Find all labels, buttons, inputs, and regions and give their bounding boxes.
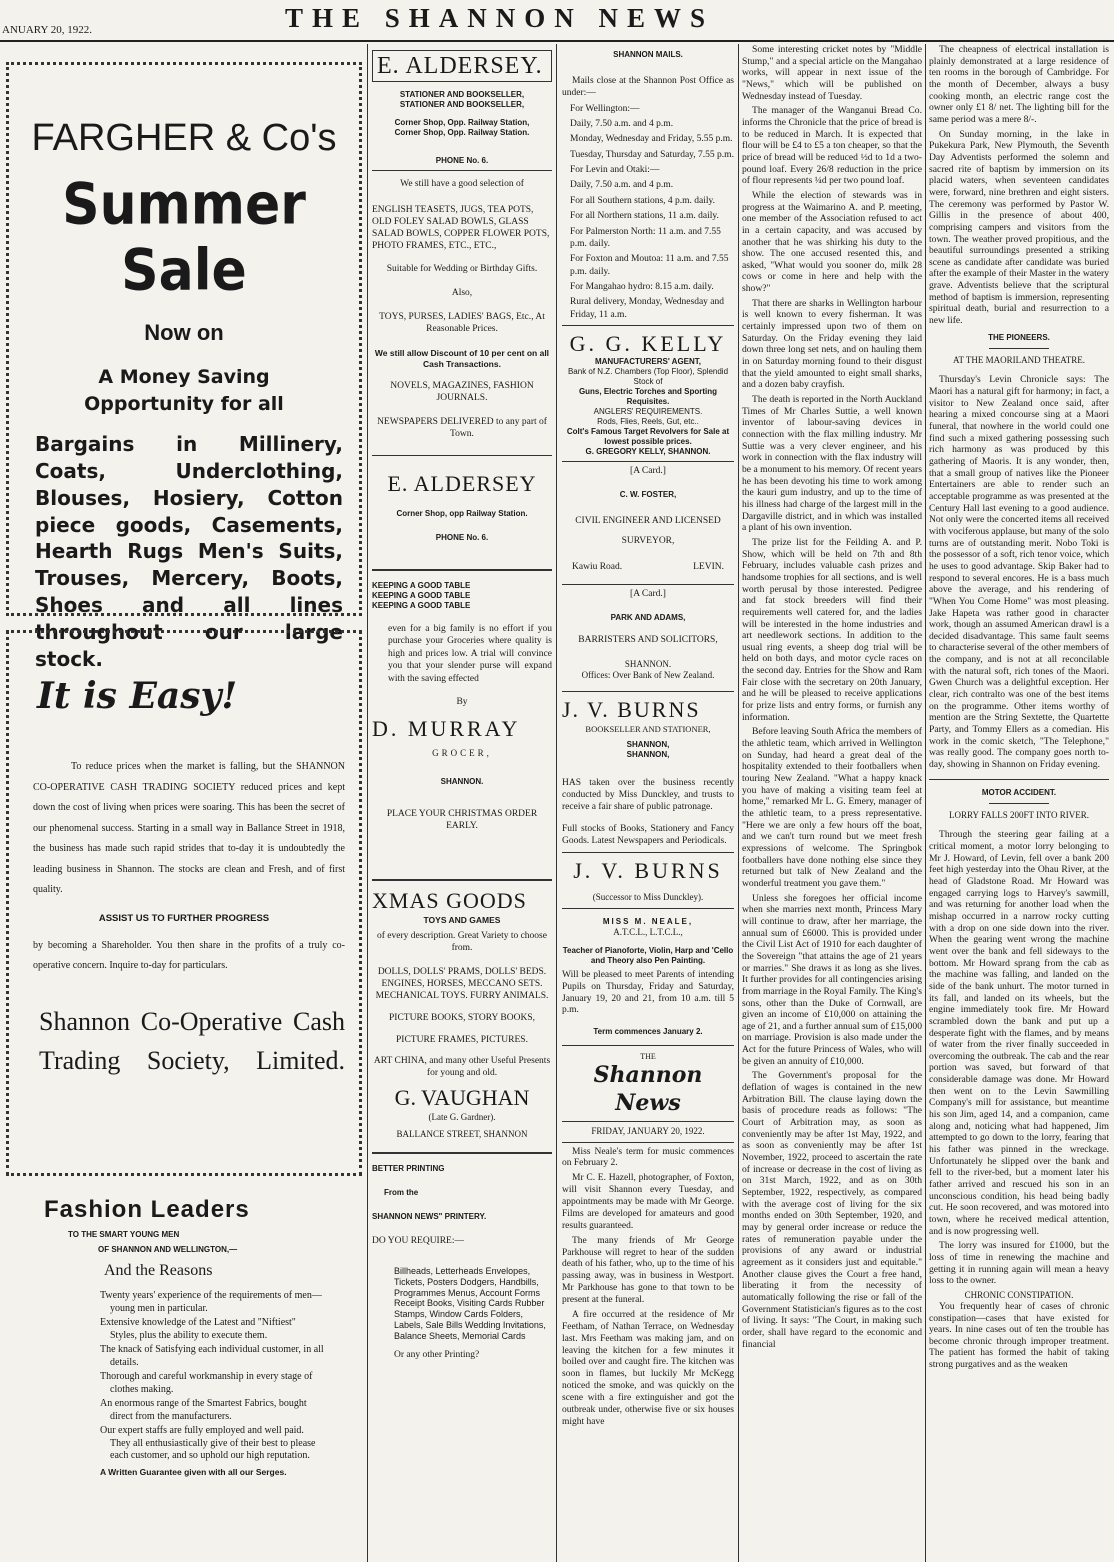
aldersey-name: E. ALDERSEY. (372, 50, 552, 82)
aldersey-phone: PHONE No. 6. (435, 533, 489, 543)
kelly-guns: Guns, Electric Torches and Sporting Requisites. (578, 387, 718, 407)
fargher-bargains: Bargains in Millinery, Coats, Underclothing, Blouses, Hosiery, Cotton piece goods, Casements, Hearth Rugs Men's Suits, Trouses, Mercery, Boots, Shoes and all lines throughout our large stock. (35, 432, 343, 671)
foster-addr: Kawiu Road. (572, 562, 623, 573)
column-rule (556, 44, 557, 1562)
printing-other: Or any other Printing? (394, 1349, 480, 1360)
murray-town: SHANNON. (440, 777, 484, 787)
vaughan-toys: TOYS AND GAMES (423, 914, 501, 925)
vaughan-engines: ENGINES, HORSES, MECCANO SETS. MECHANICAL TOYS. FURRY ANIMALS. (375, 978, 549, 1001)
vaughan-street: BALLANCE STREET, SHANNON (396, 1128, 528, 1139)
aldersey-phone: PHONE No. 6. (435, 156, 489, 165)
foster-name: C. W. FOSTER, (619, 490, 677, 500)
burns-successor: (Successor to Miss Dunckley). (592, 892, 704, 903)
park-office: Offices: Over Bank of New Zealand. (581, 670, 715, 681)
printing-better: BETTER PRINTING (372, 1164, 445, 1174)
burns-body: HAS taken over the business recently conducted by Miss Dunckley, and trusts to receive a fair share of public patronage. (562, 778, 734, 813)
easy-shareholder: by becoming a Shareholder. You then share in the profits of a truly co-operative concern. Inquire to-day for particulars. (33, 939, 345, 971)
vaughan-name: G. VAUGHAN (394, 1085, 530, 1111)
kelly-agent: MANUFACTURERS' AGENT, (594, 357, 702, 367)
pioneers-heading: THE PIONEERS. (988, 332, 1050, 342)
aldersey-corner: Corner Shop, Opp. Railway Station, (394, 118, 530, 127)
theatre-heading: AT THE MAORILAND THEATRE. (953, 355, 1085, 366)
news-para: You frequently hear of cases of chronic constipation—cases that have existed for years. In nine cases out of ten the trouble has become chronic through improper treatment. The patient has formed the habit of taking strong purgatives and as the weaken (929, 1300, 1109, 1371)
chronic-heading: CHRONIC CONSTIPATION. (964, 1289, 1074, 1300)
easy-heading: It is Easy! (37, 675, 238, 717)
kelly-bank: Bank of N.Z. Chambers (Top Floor), Splendid Stock of (567, 367, 729, 387)
news-para: The manager of the Wanganui Bread Co. informs the Chronicle that the price of bread is to be reduced in March. It is expected that flour will be £4 to £5 a ton cheaper, so that the price of bread will be reduced ½d to 1d a two-pound loaf. Every 26/8 reduction in the price of flour represents ¼d per two pound loaf. (742, 105, 922, 187)
printing-list: Billheads, Letterheads Envelopes, Tickets, Posters Dodgers, Handbills, Programmes Menus, Account Forms Receipt Books, Visiting Cards Rubber Stamps, Window Cards Folders, Labels, Sale Bills Wedding Invitations, Balance Sheets, Memorial Cards (394, 1266, 546, 1341)
foster-card: [A Card.] (630, 466, 666, 477)
lorry-heading: LORRY FALLS 200FT INTO RIVER. (949, 810, 1089, 821)
column-rule (367, 44, 368, 1562)
paper-title: Shannon News (593, 1062, 703, 1116)
masthead-date: ANUARY 20, 1922. (2, 24, 93, 36)
aldersey-toys: TOYS, PURSES, LADIES' BAGS, Etc., At Reasonable Prices. (379, 312, 545, 334)
aldersey-goods: ENGLISH TEASETS, JUGS, TEA POTS, OLD FOLEY SALAD BOWLS, GLASS SALAD BOWLS, COPPER FLOWER POTS, PHOTO FRAMES, ETC., ETC., (372, 204, 550, 251)
fargher-name: FARGHER & Co's (31, 117, 337, 159)
foster-town: LEVIN. (693, 562, 724, 573)
kelly-sig: G. GREGORY KELLY, SHANNON. (585, 447, 711, 457)
kelly-colt: Colt's Famous Target Revolvers for Sale at lowest possible prices. (566, 427, 730, 447)
fashion-list-item: Thorough and careful workmanship in every stage of clothes making. (100, 1371, 313, 1395)
column-2 (372, 50, 552, 1562)
aldersey-novels: NOVELS, MAGAZINES, FASHION JOURNALS. (390, 381, 534, 403)
paper-the: THE (640, 1052, 656, 1062)
vaughan-frames: PICTURE FRAMES, PICTURES. (396, 1034, 528, 1045)
kelly-anglers: ANGLERS' REQUIREMENTS. (593, 407, 703, 417)
fashion-heading: Fashion Leaders (44, 1196, 250, 1223)
fashion-list-item: An enormous range of the Smartest Fabrics, bought direct from the manufacturers. (100, 1398, 307, 1422)
mails-line: Daily, 7.50 a.m. and 4 p.m. (570, 180, 674, 191)
easy-assist: ASSIST US TO FURTHER PROGRESS (98, 912, 270, 924)
fashion-list-item: Our expert staffs are fully employed and well paid. They all enthusiastically give of their best to please each customer, and so uphold our high reputation. (100, 1425, 316, 1461)
news-para: Before leaving South Africa the members of the athletic team, which arrived in Wellington on Sunday, had heard a great deal of the hospitality extended to their footballers when touring New Zealand. "What a happy knack you have of making a visiting team feel at home," remarked Mr L. G. Emery, manager of the athletic team, to a press representative. "Here we are only a few hours off the boat, and we can't turn round but we meet fresh expressions of welcome. The Springbok footballers have done nothing else since they returned but talk of New Zealand and the wonderful treatment you gave them." (742, 726, 922, 889)
vaughan-art: ART CHINA, and many other Useful Presents for young and old. (373, 1056, 551, 1079)
murray-keeping: KEEPING A GOOD TABLE (372, 581, 471, 591)
mails-line: For all Southern stations, 4 p.m. daily. (570, 195, 716, 206)
mails-heading: SHANNON MAILS. (613, 50, 683, 59)
news-para: On Sunday morning, in the lake in Pukekura Park, New Plymouth, the Seventh Day Adventists performed the solemn and sacred rite of baptism by immersion on its placid waters, when seventeen candidates were, forward, nine brethren and eight sisters. The ceremony was performed by Pastor W. Gillis in the presence of about 400, comprising campers and visitors from the town. The weather proved propitious, and the beautiful surroundings presented a striking scene as candidate after candidate was buried after the example of their Master in the watery grave. Adventists believe that the scriptural method of baptism is immersion, representing spiritual death, burial and resurrection to a new life. (929, 128, 1109, 327)
paper-para: Miss Neale's term for music commences on February 2. (562, 1146, 734, 1169)
vaughan-late: (Late G. Gardner). (428, 1111, 496, 1122)
news-para: The Government's proposal for the deflation of wages is contained in the new Arbitration Bill. The clause laying down the basis of procedure reads as follows: "The Court of Arbitration may, as soon as conveniently may be after 1st May, 1922, and as soon as conveniently may be after 1st November, 1922, proceed to ascertain the rate of increase or decrease in the cost of living as on 31st March, 1922, and as on 30th September, 1922, respectively, as compared with the average cost of living for the six months ended on 30th September, 1920, and may by general order increase or reduce the rates of remuneration payable under the provisions of any award or industrial agreement as it considers just and equitable." Another clause gives the Court a free hand, liberating it from the necessity of automatically following the rise or fall of the Government Statistician's figures as to the cost of living. It says: "The Court, in making such order, shall have regard to the economic and financial (742, 1070, 922, 1350)
burns-name-2: J. V. BURNS (573, 857, 723, 883)
aldersey-corner: Corner Shop, Opp. Railway Station. (394, 128, 530, 137)
co-op-ad (6, 630, 362, 1176)
aldersey-line: STATIONER AND BOOKSELLER, (399, 100, 525, 109)
kelly-name: G. G. KELLY (569, 330, 727, 356)
vaughan-books: PICTURE BOOKS, STORY BOOKS, (389, 1012, 535, 1023)
printing-office: SHANNON NEWS" PRINTERY. (372, 1212, 487, 1222)
mails-line: For Palmerston North: 11 a.m. and 7.55 p.m. daily. (570, 226, 721, 249)
news-para: The cheapness of electrical installation is plainly demonstrated at a large residence of ten rooms in the borough of Cambridge. For the month of December, always a busy cooking month, an electric range cost the owner only £1 8/ net. The lighting bill for the same period was a mere 8/-. (929, 44, 1109, 125)
murray-by: By (456, 696, 468, 707)
aldersey-discount: We still allow Discount of 10 per cent on all Cash Transactions. (374, 347, 550, 369)
fashion-ad (44, 1196, 344, 1562)
aldersey-name-2: E. ALDERSEY (387, 470, 537, 496)
vaughan-heading: XMAS GOODS (372, 888, 527, 914)
mails-line: Tuesday, Thursday and Saturday, 7.55 p.m. (570, 149, 734, 160)
news-para: The death is reported in the North Auckland Times of Mr Charles Suttie, a well known inventor of labour-saving devices in connection with the flax milling industry. Mr Suttie was a very clever engineer, and his work in connection with the flax industry will be a monument to his memory. Of recent years he has been devoting his time to work among the kauri gum industry, and up to the time of his illness had charge of the largest mill in the Dargaville district, and in which was installed a plant of his own invention. (742, 394, 922, 534)
park-name: PARK AND ADAMS, (610, 612, 686, 622)
kelly-rods: Rods, Flies, Reels, Gut, etc.. (597, 417, 699, 427)
murray-place: PLACE YOUR CHRISTMAS ORDER EARLY. (386, 809, 538, 832)
fargher-ad (6, 62, 362, 671)
murray-keeping: KEEPING A GOOD TABLE (372, 601, 471, 611)
foster-title: CIVIL ENGINEER AND LICENSED SURVEYOR, (575, 516, 721, 547)
neale-teacher: Teacher of Pianoforte, Violin, Harp and 'Cello and Theory also Pen Painting. (562, 945, 734, 965)
fashion-guarantee: A Written Guarantee given with all our Serges. (100, 1466, 287, 1477)
printing-from: From the (384, 1188, 419, 1198)
mails-line: Daily, 7.50 a.m. and 4 p.m. (570, 119, 674, 130)
mails-intro: Mails close at the Shannon Post Office as under:— (562, 76, 734, 98)
printing-require: DO YOU REQUIRE:— (372, 1236, 465, 1247)
fashion-list-item: The knack of Satisfying each individual customer, in all details. (100, 1344, 324, 1368)
burns-title: BOOKSELLER AND STATIONER, (585, 723, 711, 734)
fashion-list-item: Twenty years' experience of the requirements of men—young men in particular. (100, 1290, 322, 1314)
column-3 (562, 50, 734, 1562)
neale-name: MISS M. NEALE, (602, 916, 694, 926)
park-card: [A Card.] (630, 589, 666, 600)
foster-address (562, 562, 734, 574)
fashion-reasons: And the Reasons (104, 1262, 213, 1279)
news-para: The prize list for the Feilding A. and P. Show, which will be held on 7th and 8th February, includes valuable cash prizes and handsome trophies for all sections, and is well worth perusal by those interested. Pedigree and fat stock breeders will find their requirements well catered for, and the ladies will be interested in the home industries and art needlework sections. In addition to the usual ring events, a sheep dog trial will be held on both days, and motor cycle races on the second day. Entries for the Show and Ram Fair close with the secretary on 20th January, and he will be pleased to receive applications for prize lists and entry forms, or furnish any information. (742, 536, 922, 723)
fargher-now-on: Now on (144, 320, 224, 345)
aldersey-line: STATIONER AND BOOKSELLER, (399, 90, 525, 99)
murray-grocer: GROCER, (432, 748, 492, 759)
mails-line: Rural delivery, Monday, Wednesday and Friday, 11 a.m. (570, 297, 725, 320)
neale-quals: A.T.C.L., L.T.C.L., (613, 926, 683, 937)
aldersey-newspapers: NEWSPAPERS DELIVERED to any part of Town. (377, 416, 547, 439)
burns-stock: Full stocks of Books, Stationery and Fancy Goods. Latest Newspapers and Periodicals. (562, 824, 734, 846)
news-para: While the election of stewards was in progress at the Waimarino A. and P. meeting, one member of the Association refused to act in a certain capacity, and was accused by another that he was shirking his duty to the show. The one accused resented this, and asked, "What would you sooner do, milk 28 cows or come in here and help with the show?" (742, 189, 922, 295)
news-para: Unless she foregoes her official income when she marries next month, Princess Mary will continue to draw, after her marriage, the annual sum of £6000. This is provided under the Civil List Act of 1910 for each daughter of the Sovereign "that attains the age of 21 years or marries." She draws it as long as she lives. It further provides for all contingencies arising from marriage in the Royal Family. The King's sons, other than the Duke of Cornwall, are given an income of £10,000 on attaining the age of 21, and a further annual sum of £15,000 on marriage. Provision is also made under the Act for the future Princess of Wales, who will be given an annuity of £10,000. (742, 892, 922, 1067)
motor-heading: MOTOR ACCIDENT. (981, 787, 1057, 797)
news-para: Thursday's Levin Chronicle says: The Maori has a natural gift for harmony; in fact, a visitor to New Zealand once said, after hearing a mixed concourse sing at a Maori funeral, that nowhere in the world could one find such a mixed gathering possessing such rich harmony as was produced by this gathering of Maoris. It is any wonder, then, that a small group of natives like the Pioneer Entertainers are able to render such an acceptable programme as was presented at the Century Hall last evening to a good audience. Not only were the concerted items all received with vociferous applause, but many of the solo turns are of outstanding merit. Nobo Toki is the possessor of a soft, rich tenor voice, which he uses to good advantage. Skip Baker had to respond to several encores. He is a bass much above the average, and his rendering of "When You Come Home" was most pleasing. Jake Hapeta was rather good in character work, though an assumed American drawl is a decided disadvantage. This same fault seems to characterise several of the other members of the company, and is not at all reconcilable with the natural soft, rich tones of the Maori. Gwen Church was a delightful exception. Her clear, rich contralto was one of the best items on the programme. Other items worthy of mention are the String Sextette, the Quartette Party, and Tommy Ellers as a comedian. His work in the comic sketch, "The Telephone," was really good. The company goes north to-day, showing in Shannon on Friday evening. (929, 374, 1109, 771)
mails-line: For Wellington:— (570, 103, 640, 114)
masthead-title: THE SHANNON NEWS (285, 3, 715, 33)
murray-name: D. MURRAY (372, 715, 521, 741)
easy-society: Shannon Co-Operative Cash Trading Society, Limited. (39, 1006, 345, 1075)
burns-town: SHANNON, SHANNON, (626, 740, 670, 760)
murray-body: even for a big family is no effort if you purchase your Groceries where quality is high and prices low. A trial will convince you that your slender purse will expand with the saving effected (388, 624, 552, 684)
news-para: Some interesting cricket notes by "Middle Stump," and a special article on the Mangahao works, will appear in next issue of the "News," which will be published on Wednesday instead of Tuesday. (742, 44, 922, 102)
neale-body: Will be pleased to meet Parents of intending Pupils on Thursday, Friday and Saturday, January 19, 20 and 21, from 10 a.m. till 5 p.m. (562, 969, 734, 1016)
fargher-sale: Summer Sale (62, 172, 306, 304)
news-para: Through the steering gear failing at a critical moment, a motor lorry belonging to Mr J. Howard, of Levin, fell over a bank 200 feet high yesterday into the Ohau River, at the head of Gladstone Road. Mr Howard was engaged carrying logs to Harvey's sawmill, and was returning for another load when the mishap occurred in a narrow rocky cutting with a drop on one side down into the river. When the gearing went wrong the machine went over the bank and fell sideways to the bottom. Mr Howard sprang from the cab as the machine was falling, and landed on the side of the bank unhurt. The motor turned in its fall, and landed on its wheels, but the engine immediately took fire. Mr Howard scrambled down the bank and put up a desperate fight with the flames, and by means of water from the river finally succeeded in overcoming the outbreak. The cab and the rear portion was saved, but forward of that considerable damage was done. Mr Howard then went on to the Levin Sawmilling Company's mill for assistance, but meantime his son Jim, aged 14, and a companion, came along and, noticing what had happened, Jim attempted to go down to the lorry, fearing that his father was pinned in the wreckage. Unfortunately he slipped over the bank and fell to the river-bed, but a moment later his father arrived and rescued his son in an unconscious condition, his head being badly cut. He soon recovered, and was motored into town, where he received medical attention, and is now progressing well. (929, 829, 1109, 1237)
mails-line: For Foxton and Moutoa: 11 a.m. and 7.55 p.m. daily. (570, 254, 729, 277)
paper-para: Mr C. E. Hazell, photographer, of Foxton, will visit Shannon every Tuesday, and appointments may be made with Mr George. Films are developed for amateurs and good results guaranteed. (562, 1173, 734, 1231)
aldersey-also: Also, (451, 288, 473, 299)
easy-body: To reduce prices when the market is falling, but the SHANNON CO-OPERATIVE CASH TRADING SOCIETY reduced prices and kept down the cost of living when prices were soaring. This has been the secret of our phenomenal success. Starting in a small way in Ballance Street in 1918, the business has made such rapid strides that to-day it is undoubtedly the leading business in Shannon. The stocks are clean and Fresh, and of first quality. (33, 761, 345, 895)
mails-line: For Levin and Otaki:— (570, 165, 660, 176)
vaughan-dolls: DOLLS, DOLLS' PRAMS, DOLLS' BEDS. (377, 967, 547, 978)
park-town: SHANNON. (624, 658, 672, 669)
park-title: BARRISTERS AND SOLICITORS, (578, 634, 718, 645)
aldersey-suitable: Suitable for Wedding or Birthday Gifts. (386, 264, 538, 275)
fashion-list-item: Extensive knowledge of the Latest and "Niftiest" Styles, plus the ability to execute them. (100, 1317, 296, 1341)
fashion-to-men: TO THE SMART YOUNG MEN (68, 1230, 180, 1239)
news-para: That there are sharks in Wellington harbour is well known to every fisherman. It was certainly impressed upon two of them on Saturday. On the Friday evening they laid down three long set nets, and on hauling them in on Saturday morning found to their disgust that the yield amounted to eight small sharks, and a dozen baby crayfish. (742, 297, 922, 391)
murray-keeping: KEEPING A GOOD TABLE (372, 591, 471, 601)
column-4 (742, 44, 922, 1562)
paper-para: A fire occurred at the residence of Mr Feetham, of Nathan Terrace, on Wednesday last. Mrs Feetham was making jam, and on leaving the kitchen for a few minutes it boiled over and caught fire. The kitchen was soon in flames, but luckily Mr McKegg noticed the smoke, and was quickly on the scene with a fire extinguisher and got the outbreak under, otherwise five or six houses might have (562, 1309, 734, 1427)
mails-line: Monday, Wednesday and Friday, 5.55 p.m. (570, 134, 733, 145)
fargher-opportunity: A Money Saving Opportunity for all (84, 366, 284, 415)
column-5 (929, 44, 1109, 1562)
aldersey-corner: Corner Shop, opp Railway Station. (396, 509, 528, 519)
column-rule (925, 44, 926, 1562)
news-para: The lorry was insured for £1000, but the loss of time in renewing the machine and getting it in running again will mean a heavy loss to the owner. (929, 1240, 1109, 1287)
column-rule (738, 44, 739, 1562)
masthead-rule (0, 40, 1114, 42)
vaughan-every: of every description. Great Variety to choose from. (377, 931, 547, 954)
mails-line: For Mangahao hydro: 8.15 a.m. daily. (570, 281, 714, 292)
fashion-of-shannon: OF SHANNON AND WELLINGTON,— (98, 1245, 238, 1254)
mails-list (562, 103, 734, 321)
neale-term: Term commences January 2. (593, 1027, 703, 1037)
paper-para: The many friends of Mr George Parkhouse will regret to hear of the sudden death of his father, who, up to the time of his passing away, was in business in Westport. Mr Parkhouse has gone to that town to be present at the funeral. (562, 1235, 734, 1306)
paper-date: FRIDAY, JANUARY 20, 1922. (591, 1126, 705, 1137)
fashion-list (100, 1290, 324, 1463)
masthead (0, 0, 1114, 40)
mails-line: For all Northern stations, 11 a.m. daily. (570, 211, 719, 222)
burns-name: J. V. BURNS (562, 697, 701, 723)
aldersey-still: We still have a good selection of (400, 179, 524, 189)
